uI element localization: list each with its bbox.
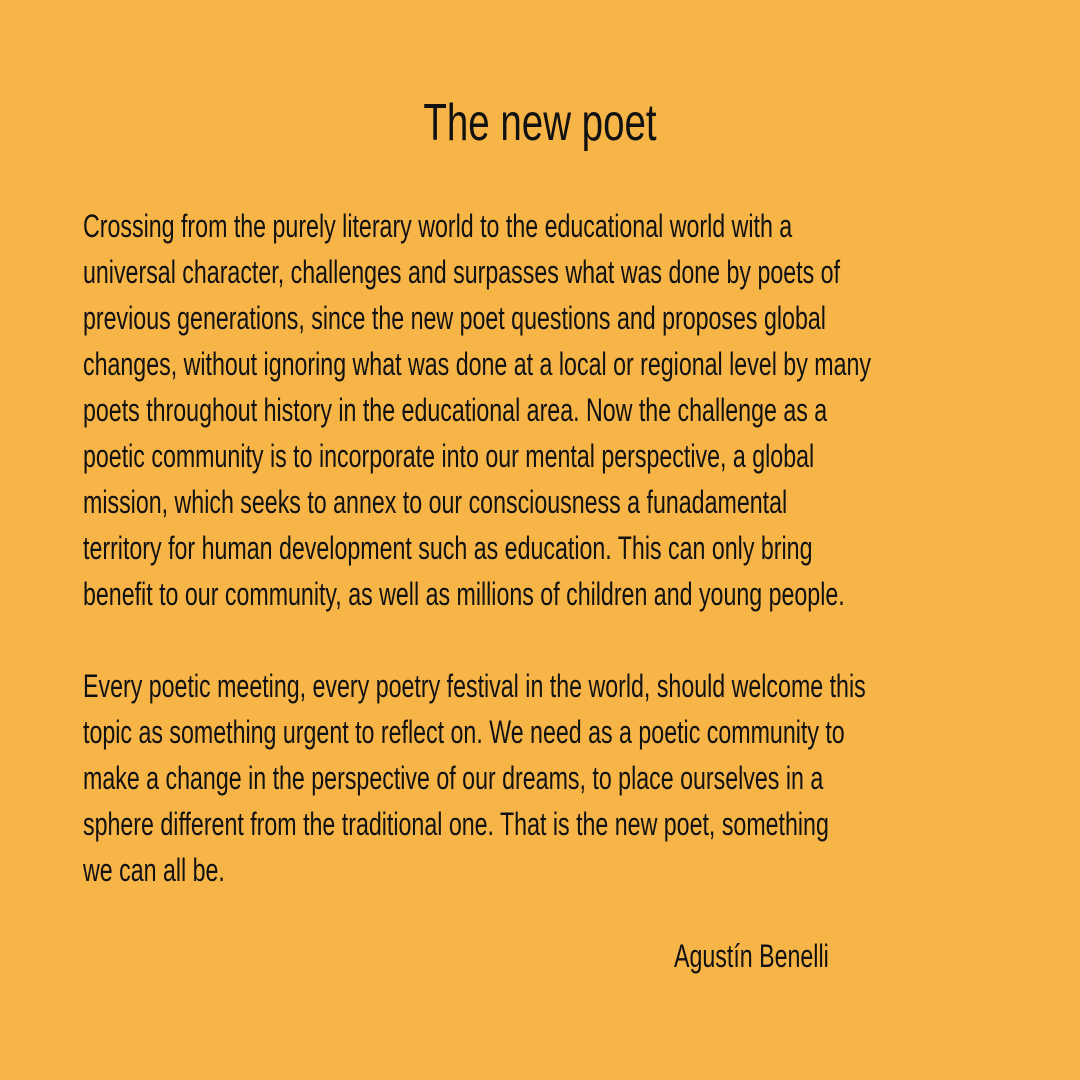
paragraph-line: poetic community is to incorporate into our mental perspective, a global: [83, 438, 815, 474]
paragraph-line: territory for human development such as education. This can only bring: [83, 530, 813, 566]
document-title: The new poet: [423, 94, 657, 152]
paragraph-line: poets throughout history in the educational area. Now the challenge as a: [83, 392, 828, 428]
paragraph-line: previous generations, since the new poet questions and proposes global: [83, 300, 826, 336]
paragraph-line: we can all be.: [83, 852, 225, 888]
paragraph-line: benefit to our community, as well as millions of children and young people.: [83, 576, 845, 612]
paragraph-line: sphere different from the traditional one. That is the new poet, something: [83, 806, 829, 842]
paragraph-line: mission, which seeks to annex to our consciousness a funadamental: [83, 484, 788, 520]
paragraph-1: [83, 203, 1026, 617]
paragraph-line: Every poetic meeting, every poetry festival in the world, should welcome this: [83, 668, 866, 704]
paragraph-line: universal character, challenges and surpasses what was done by poets of: [83, 254, 841, 290]
author-signature: Agustín Benelli: [674, 938, 829, 974]
document-body: [83, 203, 1026, 893]
paragraph-line: Crossing from the purely literary world to the educational world with a: [83, 208, 793, 244]
paragraph-line: make a change in the perspective of our dreams, to place ourselves in a: [83, 760, 824, 796]
paragraph-2: [83, 663, 1026, 893]
paragraph-line: changes, without ignoring what was done at a local or regional level by many: [83, 346, 871, 382]
paragraph-line: topic as something urgent to reflect on. We need as a poetic community to: [83, 714, 845, 750]
